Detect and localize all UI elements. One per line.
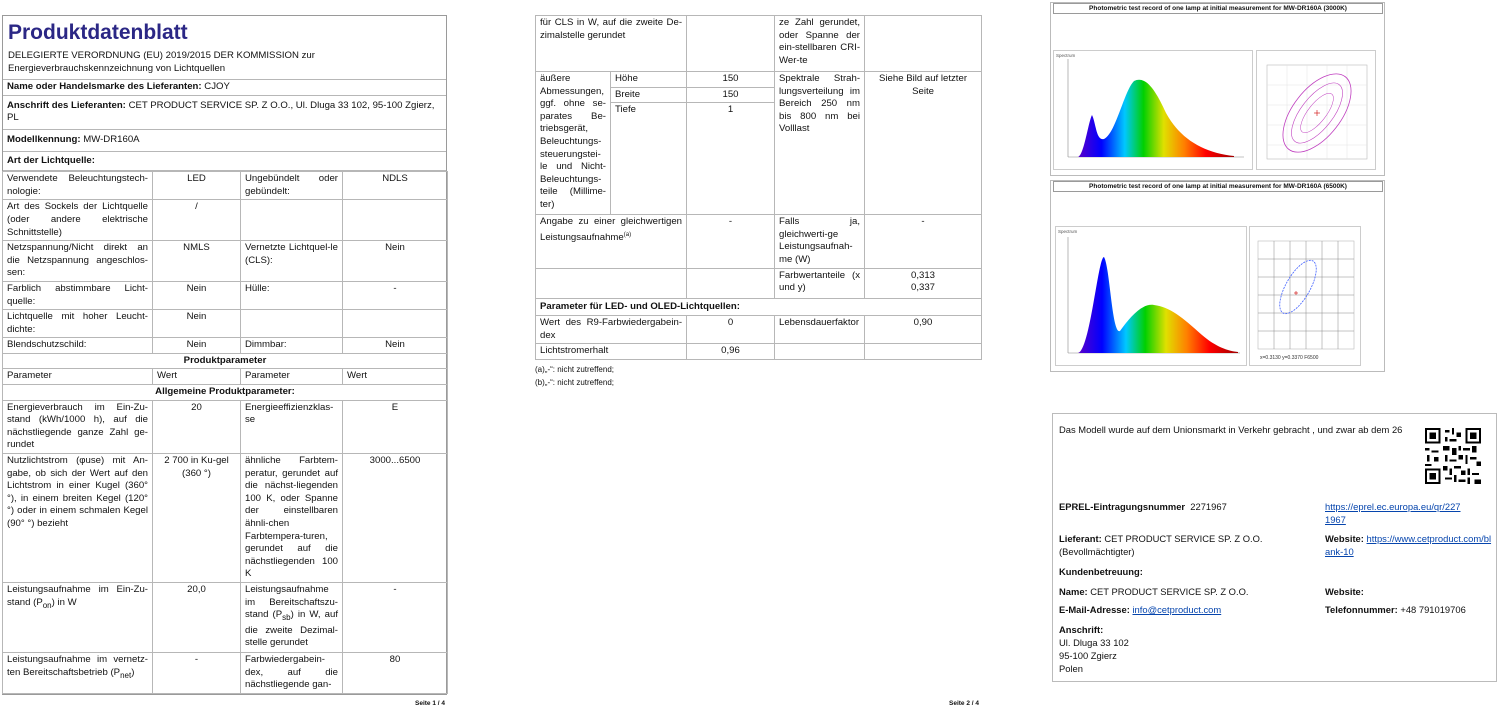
cell: Falls ja, gleichwerti-ge Leistungsaufnah-me (W) xyxy=(775,215,865,268)
cell: - xyxy=(343,582,448,652)
table-row xyxy=(3,241,448,282)
cell: NMLS xyxy=(153,241,241,282)
cell: Energieverbrauch im Ein-Zu-stand (kWh/1000 h), auf die nächstliegende ganze Zahl ge-rundet xyxy=(3,400,153,453)
section-heading: Parameter für LED- und OLED-Lichtquellen: xyxy=(536,298,982,316)
name-value: CET PRODUCT SERVICE SP. Z O.O. xyxy=(1090,586,1249,597)
cell: für CLS in W, auf die zweite De-zimalstelle gerundet xyxy=(536,16,687,72)
cell xyxy=(241,200,343,241)
table-row xyxy=(3,172,448,200)
qr-code[interactable] xyxy=(1425,428,1481,484)
section-heading: Allgemeine Produktparameter: xyxy=(3,385,448,401)
address-label: Anschrift des Lieferanten: xyxy=(7,99,126,111)
cie-graph-3000k xyxy=(1257,51,1375,169)
name-row xyxy=(1059,585,1248,598)
cell: Verwendete Beleuchtungstech-nologie: xyxy=(3,172,153,200)
brand-label: Name oder Handelsmarke des Lieferanten: xyxy=(7,81,202,93)
model-row xyxy=(3,130,446,152)
website-row xyxy=(1325,532,1495,558)
page-number: Seite 1 / 4 xyxy=(415,700,445,707)
subscript: sb xyxy=(282,613,291,623)
cell: äußere Abmessungen, ggf. ohne se-parates Be-triebsgerät, Beleuchtungs-steuerungstei-le und Nicht-Beleuchtungs-teile (Millime-ter) xyxy=(536,72,611,215)
website2-label: Website: xyxy=(1325,586,1364,597)
supplier-label: Lieferant: xyxy=(1059,533,1102,544)
website-link[interactable]: https://www.cetproduct.com/blank-10 xyxy=(1325,533,1492,557)
cell xyxy=(343,310,448,338)
table-row xyxy=(536,72,982,88)
cell: Lichtquelle mit hoher Leucht-dichte: xyxy=(3,310,153,338)
column-header: Parameter xyxy=(3,369,153,385)
cell: Farblich abstimmbare Licht-quelle: xyxy=(3,281,153,309)
address-row xyxy=(3,96,446,130)
cell xyxy=(241,310,343,338)
table-row xyxy=(536,298,982,316)
cell: 80 xyxy=(343,652,448,693)
text: Leistungsaufnahme im Ein-Zu-stand (P xyxy=(7,583,148,608)
cell: 150 xyxy=(687,72,775,88)
cell: Nein xyxy=(153,310,241,338)
email-link[interactable]: info@cetproduct.com xyxy=(1132,604,1222,615)
cell: Art des Sockels der Lichtquelle (oder andere elektrische Schnittstelle) xyxy=(3,200,153,241)
plot-title-3000k: Photometric test record of one lamp at initial measurement for MW-DR160A (3000K) xyxy=(1053,3,1383,14)
superscript: (a) xyxy=(623,231,632,238)
address-value: CET PRODUCT SERVICE SP. Z O.O., Ul. Dluga 33 102, 95-100 Zgierz, PL xyxy=(7,99,435,124)
eprel-link[interactable]: https://eprel.ec.europa.eu/qr/2271967 xyxy=(1325,501,1461,525)
table-row xyxy=(3,369,448,385)
name-label: Name: xyxy=(1059,586,1088,597)
column-header: Wert xyxy=(343,369,448,385)
eprel-reg-value: 2271967 xyxy=(1190,501,1227,512)
address-block xyxy=(1059,623,1129,675)
cell: - xyxy=(865,215,982,268)
table-row xyxy=(536,16,982,72)
cell: Lebensdauerfaktor xyxy=(775,316,865,344)
cie-chart-6500k xyxy=(1249,226,1361,366)
plot-title-6500k: Photometric test record of one lamp at initial measurement for MW-DR160A (6500K) xyxy=(1053,181,1383,192)
supplier-value: CET PRODUCT SERVICE SP. Z O.O. (Bevollmächtigter) xyxy=(1059,533,1263,557)
cell: Wert des R9-Farbwiedergabein-dex xyxy=(536,316,687,344)
column-header: Wert xyxy=(153,369,241,385)
table-row xyxy=(3,310,448,338)
text: ) in W xyxy=(51,596,77,608)
cell xyxy=(536,268,687,298)
table-row xyxy=(3,400,448,453)
eprel-panel xyxy=(1052,413,1497,682)
cell xyxy=(536,215,687,268)
cell: Blendschutzschild: xyxy=(3,338,153,354)
text: ) in W, auf die zweite Dezimal-stelle gerundet xyxy=(245,609,338,649)
brand-value: CJOY xyxy=(204,81,230,93)
subscript: on xyxy=(42,600,52,610)
cell xyxy=(3,582,153,652)
cell: 1 xyxy=(687,103,775,215)
cell: 20,0 xyxy=(153,582,241,652)
cell xyxy=(687,268,775,298)
cell xyxy=(775,344,865,360)
table-row xyxy=(3,582,448,652)
cell: Dimmbar: xyxy=(241,338,343,354)
cell: Tiefe xyxy=(611,103,687,215)
page-number: Seite 2 / 4 xyxy=(949,700,979,707)
cell: Breite xyxy=(611,87,687,103)
cie-graph-6500k xyxy=(1250,227,1360,365)
cell: Hülle: xyxy=(241,281,343,309)
table-row xyxy=(536,268,982,298)
table-row xyxy=(3,281,448,309)
cell: Nein xyxy=(343,338,448,354)
cie-coordinates: x=0.3130 y=0.3370 F6500 xyxy=(1260,355,1319,361)
spectrum-graph-6500k xyxy=(1056,227,1246,365)
phone-row xyxy=(1325,603,1466,616)
cell: Siehe Bild auf letzter Seite xyxy=(865,72,982,215)
cell: E xyxy=(343,400,448,453)
type-table xyxy=(2,171,448,694)
address-label: Anschrift: xyxy=(1059,624,1104,635)
text: Leistungsaufnahme im Bereitschaftszu-stand (P xyxy=(245,583,338,621)
email-label: E-Mail-Adresse: xyxy=(1059,604,1130,615)
cell: Spektrale Strah-lungsverteilung im Bereich 250 nm bis 800 nm bei Volllast xyxy=(775,72,865,215)
cell: Nein xyxy=(153,281,241,309)
model-label: Modellkennung: xyxy=(7,133,81,145)
cell xyxy=(343,200,448,241)
cell xyxy=(241,582,343,652)
cell xyxy=(865,268,982,298)
eprel-reg-row xyxy=(1059,500,1227,513)
cell: ähnliche Farbtem-peratur, gerundet auf die nächst-liegenden 100 K, oder Spanne der einstellbaren ähnli-chen Farbtempera-turen, gerundet auf die nächstliegenden 100 K xyxy=(241,454,343,583)
text: ) xyxy=(131,666,135,678)
supplier-row xyxy=(1059,532,1317,558)
eprel-reg-label: EPREL-Eintragungsnummer xyxy=(1059,501,1186,512)
cell: ze Zahl gerundet, oder Spanne der ein-stellbaren CRI-Wer-te xyxy=(775,16,865,72)
cell: Netzspannung/Nicht direkt an die Netzspannung angeschlos-sen: xyxy=(3,241,153,282)
cell xyxy=(3,652,153,693)
cell: 0,90 xyxy=(865,316,982,344)
qr-code-graphic xyxy=(1425,428,1481,484)
cell: Nein xyxy=(153,338,241,354)
customer-service-heading: Kundenbetreuung: xyxy=(1059,566,1143,577)
address-line-3: Polen xyxy=(1059,663,1083,674)
cell: 3000...6500 xyxy=(343,454,448,583)
table-row xyxy=(3,338,448,354)
cell: Energieeffizienzklas-se xyxy=(241,400,343,453)
cell: Ungebündelt oder gebündelt: xyxy=(241,172,343,200)
spectrum-graph-3000k xyxy=(1054,51,1252,169)
market-date-text: Das Modell wurde auf dem Unionsmarkt in Verkehr gebracht , und zwar ab dem 26 xyxy=(1059,424,1403,435)
cell: Nutzlichtstrom (φuse) mit An-gabe, ob sich der Wert auf den Lichtstrom in einer Kugel (360° °), in einem breiten Kegel (120° °) oder in einem schmalen Kegel (90° °) bezieht xyxy=(3,454,153,583)
cell: 20 xyxy=(153,400,241,453)
cell: NDLS xyxy=(343,172,448,200)
spectrum-label: Spectrum xyxy=(1058,229,1078,234)
address-line-1: Ul. Dluga 33 102 xyxy=(1059,637,1129,648)
page-title: Produktdatenblatt xyxy=(8,21,188,44)
phone-label: Telefonnummer: xyxy=(1325,604,1398,615)
cell: 150 xyxy=(687,87,775,103)
cell: / xyxy=(153,200,241,241)
cell: - xyxy=(153,652,241,693)
cell: Nein xyxy=(343,241,448,282)
cell: 0,96 xyxy=(687,344,775,360)
phone-value: +48 791019706 xyxy=(1400,604,1466,615)
cell: Farbwertanteile (x und y) xyxy=(775,268,865,298)
table-row xyxy=(536,344,982,360)
cell: Vernetzte Lichtquel-le (CLS): xyxy=(241,241,343,282)
cell xyxy=(865,16,982,72)
cell xyxy=(865,344,982,360)
spectrum-6500k xyxy=(1055,226,1247,366)
page-1 xyxy=(2,15,447,695)
cell: - xyxy=(343,281,448,309)
cell: Farbwiedergabein-dex, auf die nächstliegende gan- xyxy=(241,652,343,693)
footnote-b: (b)„-“: nicht zutreffend; xyxy=(535,377,614,387)
subscript: net xyxy=(120,670,132,680)
cell: - xyxy=(687,215,775,268)
text: Leistungsaufnahme im vernetz-ten Bereitschaftsbetrieb (P xyxy=(7,653,148,678)
page2-table xyxy=(535,15,982,360)
brand-row xyxy=(3,80,446,96)
regulation-text: DELEGIERTE VERORDNUNG (EU) 2019/2015 DER KOMMISSION zur Energieverbrauchskennzeichnung von Lichtquellen xyxy=(3,48,446,80)
column-header: Parameter xyxy=(241,369,343,385)
spectrum-3000k xyxy=(1053,50,1253,170)
value-y: 0,337 xyxy=(911,282,936,294)
type-heading: Art der Lichtquelle: xyxy=(3,152,446,172)
table-row xyxy=(536,215,982,268)
section-heading: Produktparameter xyxy=(3,353,448,369)
table-row xyxy=(3,200,448,241)
address-line-2: 95-100 Zgierz xyxy=(1059,650,1117,661)
value-x: 0,313 xyxy=(911,269,936,281)
cell: Lichtstromerhalt xyxy=(536,344,687,360)
cell xyxy=(687,16,775,72)
website-label: Website: xyxy=(1325,533,1364,544)
table-row xyxy=(3,385,448,401)
model-value: MW-DR160A xyxy=(83,133,140,145)
table-row xyxy=(3,454,448,583)
table-row xyxy=(3,652,448,693)
page-2 xyxy=(535,15,982,389)
spectrum-label: Spectrum xyxy=(1056,53,1076,58)
table-row xyxy=(3,353,448,369)
table-row xyxy=(536,316,982,344)
text: Angabe zu einer gleichwertigen Leistungsaufnahme xyxy=(540,216,683,243)
cie-chart-3000k xyxy=(1256,50,1376,170)
cell: 0 xyxy=(687,316,775,344)
cell: 2 700 in Ku-gel (360 °) xyxy=(153,454,241,583)
email-row xyxy=(1059,603,1221,616)
cell: LED xyxy=(153,172,241,200)
cell: Höhe xyxy=(611,72,687,88)
footnote-a: (a)„-“: nicht zutreffend; xyxy=(535,364,614,374)
